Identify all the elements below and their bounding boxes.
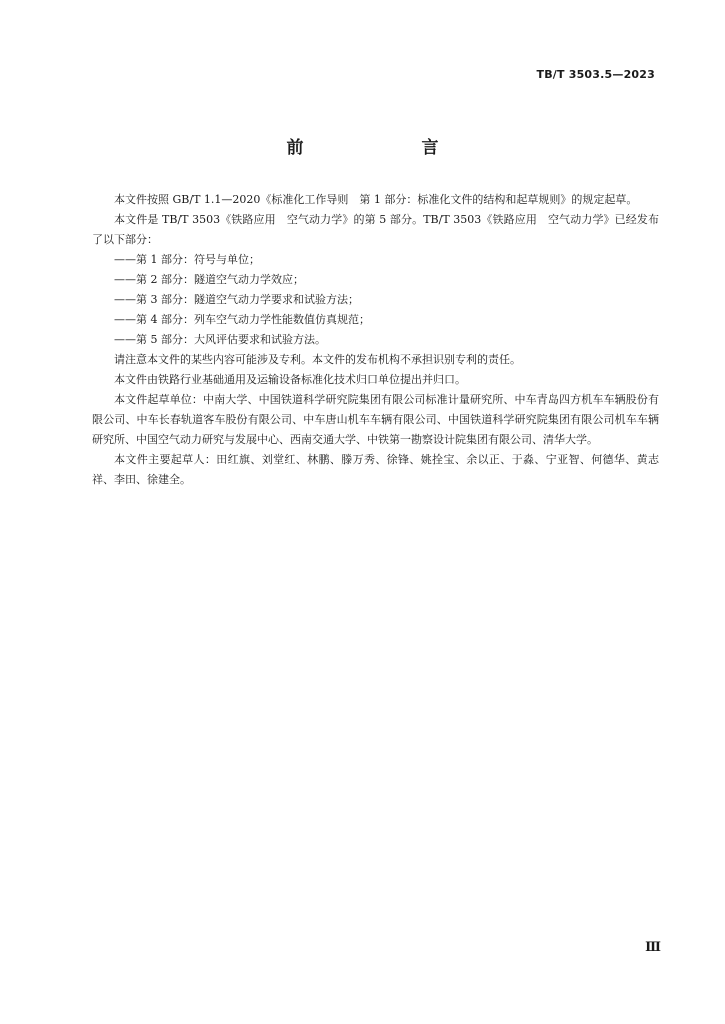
list-item-part-1: ——第 1 部分：符号与单位； bbox=[114, 253, 260, 266]
paragraph-patent-notice: 请注意本文件的某些内容可能涉及专利。本文件的发布机构不承担识别专利的责任。 bbox=[114, 353, 521, 366]
list-item-part-3: ——第 3 部分：隧道空气动力学要求和试验方法； bbox=[114, 293, 359, 306]
page-number: Ⅲ bbox=[645, 940, 661, 955]
list-item-part-4: ——第 4 部分：列车空气动力学性能数值仿真规范； bbox=[114, 313, 370, 326]
list-item-part-2: ——第 2 部分：隧道空气动力学效应； bbox=[114, 273, 304, 286]
foreword-body bbox=[92, 190, 659, 490]
list-item-part-5: ——第 5 部分：大风评估要求和试验方法。 bbox=[114, 333, 326, 346]
document-code: TB/T 3503.5—2023 bbox=[536, 68, 655, 81]
paragraph-drafting-units: 本文件起草单位：中南大学、中国铁道科学研究院集团有限公司标准计量研究所、中车青岛四方机车车辆股份有限公司、中车长春轨道客车股份有限公司、中车唐山机车车辆有限公司、中国铁道科学研究院集团有限公司机车车辆研究所、中国空气动力研究与发展中心、西南交通大学、中铁第一勘察设计院集团有限公司、清华大学。 bbox=[92, 393, 659, 446]
page-title: 前 言 bbox=[286, 138, 467, 158]
paragraph-proposer: 本文件由铁路行业基础通用及运输设备标准化技术归口单位提出并归口。 bbox=[114, 373, 466, 386]
paragraph-drafting-rules: 本文件按照 GB/T 1.1—2020《标准化工作导则 第 1 部分：标准化文件的结构和起草规则》的规定起草。 bbox=[114, 193, 638, 206]
paragraph-drafters: 本文件主要起草人：田红旗、刘堂红、林鹏、滕万秀、徐锋、姚拴宝、余以正、于淼、宁亚智、何德华、黄志祥、李田、徐建全。 bbox=[92, 453, 659, 486]
paragraph-series-intro: 本文件是 TB/T 3503《铁路应用 空气动力学》的第 5 部分。TB/T 3503《铁路应用 空气动力学》已经发布了以下部分： bbox=[92, 213, 659, 246]
